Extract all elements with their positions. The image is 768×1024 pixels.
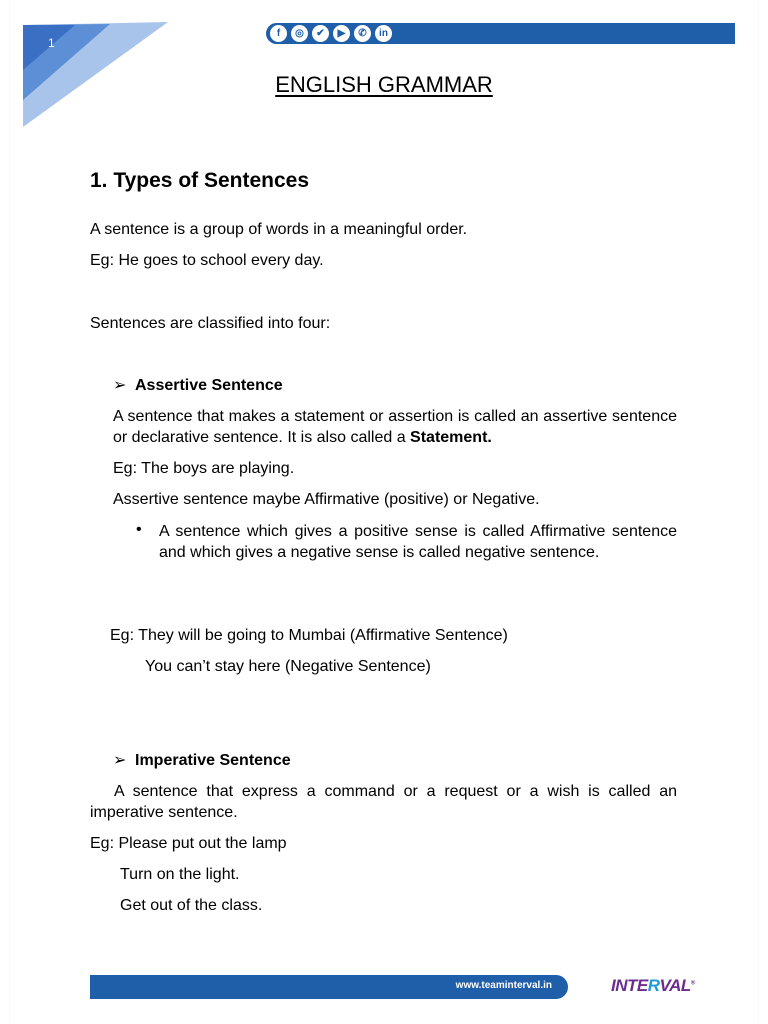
negative-example: You can’t stay here (Negative Sentence) bbox=[145, 658, 431, 675]
affirmative-negative-bullet: A sentence which gives a positive sense is called Affirmative sentence and which gives a negative sense is called negative sentence. bbox=[159, 523, 677, 561]
imperative-description: A sentence that express a command or a request or a wish is called an imperative sentence. bbox=[90, 783, 677, 821]
assertive-example: Eg: The boys are playing. bbox=[113, 460, 295, 477]
facebook-icon[interactable]: f bbox=[270, 25, 287, 42]
classification-text: Sentences are classified into four: bbox=[90, 315, 331, 332]
youtube-icon[interactable]: ▶ bbox=[333, 25, 350, 42]
whatsapp-icon[interactable]: ✆ bbox=[354, 25, 371, 42]
assertive-heading: ➢ Assertive Sentence bbox=[113, 377, 283, 394]
assertive-description: A sentence that makes a statement or assertion is called an assertive sentence or declarative sentence. It is also called a Statement. bbox=[113, 408, 677, 446]
footer-bar bbox=[90, 975, 568, 999]
example-text: Eg: He goes to school every day. bbox=[90, 252, 324, 269]
imperative-example-1: Eg: Please put out the lamp bbox=[90, 835, 287, 852]
arrow-bullet-icon: ➢ bbox=[113, 377, 127, 394]
website-link[interactable]: www.teaminterval.in bbox=[455, 980, 552, 991]
bullet-dot-icon: • bbox=[136, 521, 142, 538]
interval-logo: INTERVAL® bbox=[611, 976, 695, 995]
corner-decoration bbox=[0, 0, 170, 130]
linkedin-icon[interactable]: in bbox=[375, 25, 392, 42]
page-title: ENGLISH GRAMMAR bbox=[275, 72, 493, 97]
arrow-bullet-icon: ➢ bbox=[113, 752, 127, 769]
affirmative-example: Eg: They will be going to Mumbai (Affirmative Sentence) bbox=[110, 627, 508, 644]
section-heading: 1. Types of Sentences bbox=[90, 169, 310, 192]
imperative-heading: ➢ Imperative Sentence bbox=[113, 752, 291, 769]
social-icons bbox=[270, 25, 392, 42]
imperative-example-3: Get out of the class. bbox=[120, 897, 263, 914]
assertive-types: Assertive sentence maybe Affirmative (positive) or Negative. bbox=[113, 491, 540, 508]
page-number: 1 bbox=[48, 36, 55, 50]
twitter-icon[interactable]: ✔ bbox=[312, 25, 329, 42]
imperative-example-2: Turn on the light. bbox=[120, 866, 240, 883]
instagram-icon[interactable]: ◎ bbox=[291, 25, 308, 42]
definition-text: A sentence is a group of words in a meaningful order. bbox=[90, 221, 468, 238]
